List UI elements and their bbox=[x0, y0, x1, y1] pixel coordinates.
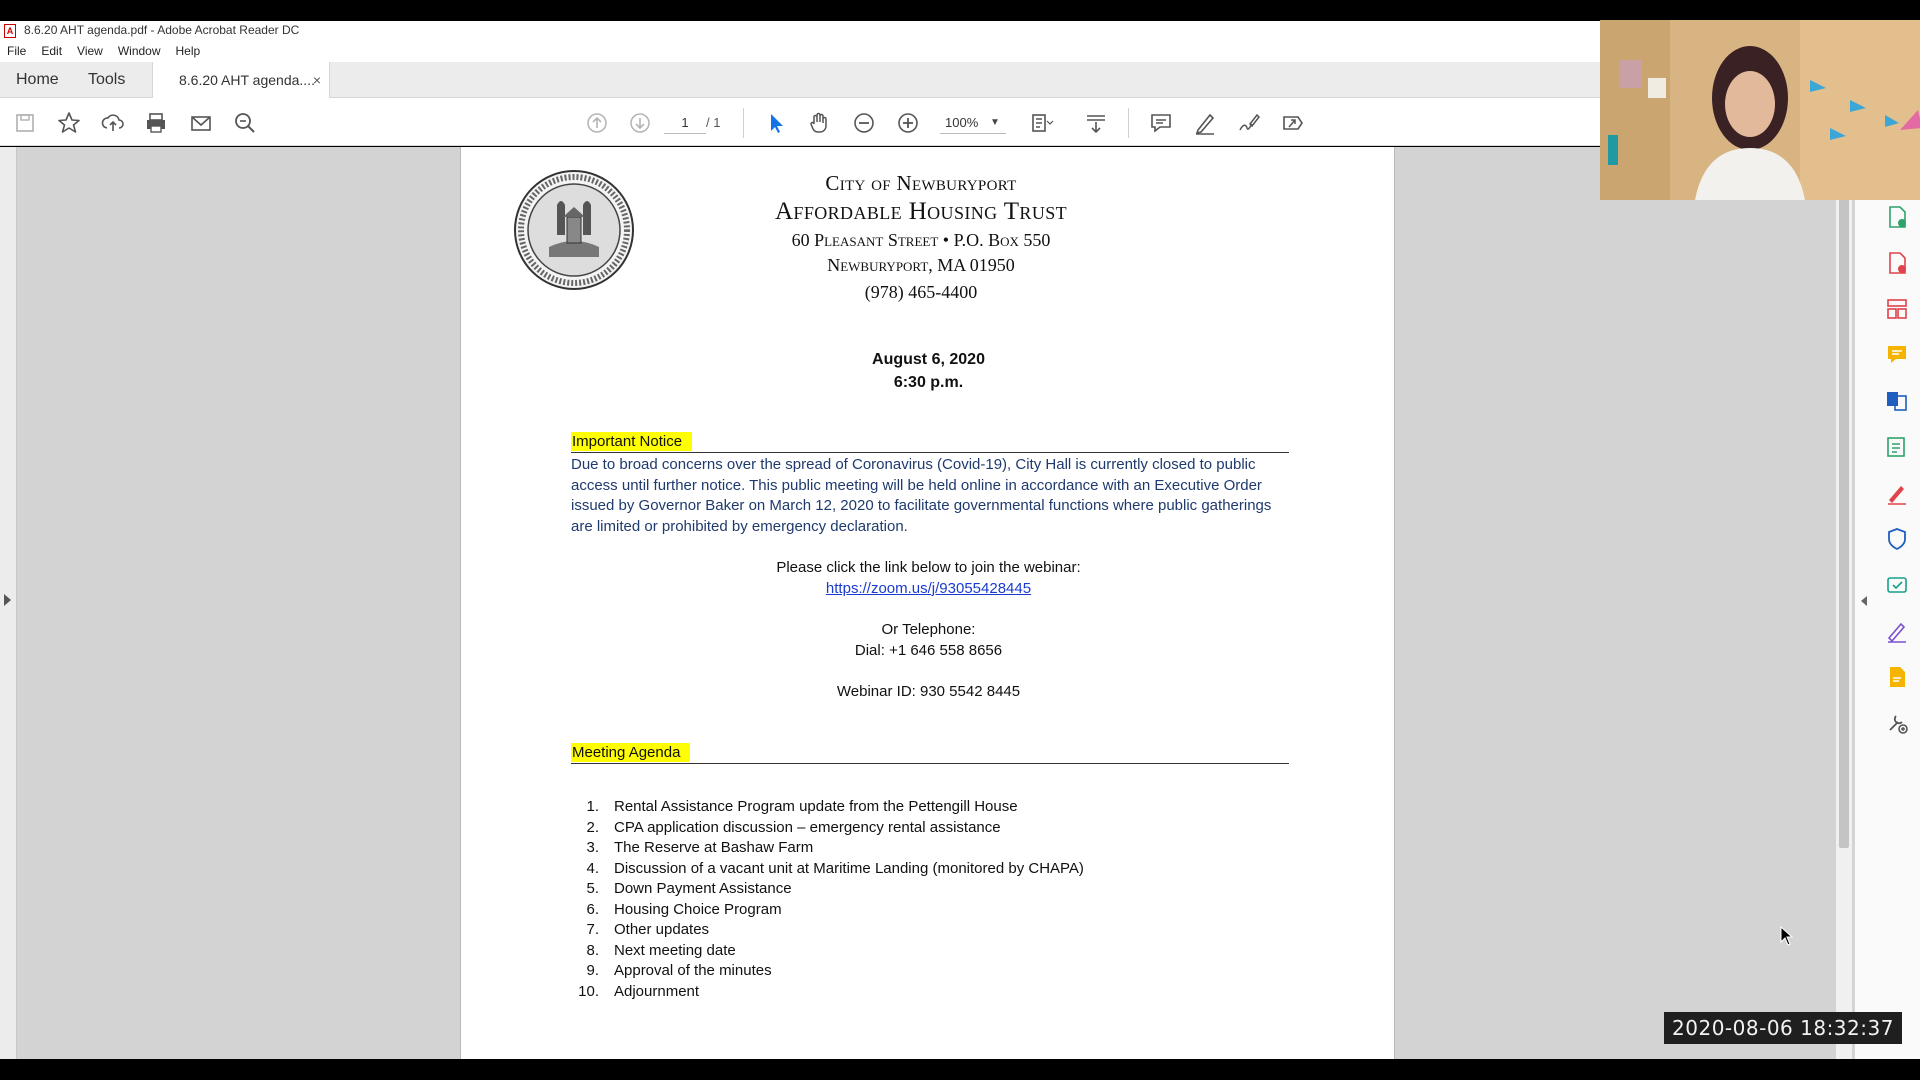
agenda-item bbox=[571, 879, 1291, 900]
menu-help[interactable]: Help bbox=[175, 44, 201, 58]
agenda-item-text: Rental Assistance Program update from the Pettengill House bbox=[614, 798, 1018, 815]
agenda-heading-label: Meeting Agenda bbox=[571, 743, 690, 762]
protect-icon[interactable] bbox=[1884, 526, 1910, 552]
tab-document-label: 8.6.20 AHT agenda.... bbox=[179, 72, 315, 88]
webinar-id: Webinar ID: 930 5542 8445 bbox=[836, 683, 1021, 700]
city-seal-logo bbox=[513, 169, 635, 291]
window-title: 8.6.20 AHT agenda.pdf - Adobe Acrobat Reader DC bbox=[24, 23, 300, 37]
export-file-icon[interactable] bbox=[1884, 664, 1910, 690]
comment-icon[interactable] bbox=[1148, 110, 1174, 136]
toolbar-separator bbox=[743, 108, 744, 138]
agenda-item-number: 6. bbox=[586, 900, 599, 918]
agenda-item bbox=[571, 982, 1291, 1003]
notice-heading-label: Important Notice bbox=[571, 432, 692, 451]
prev-page-icon[interactable] bbox=[584, 110, 610, 136]
more-tools-icon[interactable] bbox=[1884, 710, 1910, 736]
collapse-right-pane-icon[interactable] bbox=[1861, 596, 1867, 606]
tab-home[interactable]: Home bbox=[16, 71, 59, 88]
agenda-item-text: Next meeting date bbox=[614, 941, 736, 959]
webinar-link[interactable]: https://zoom.us/j/93055428445 bbox=[825, 579, 1032, 597]
letterhead-address: 60 Pleasant Street • P.O. Box 550 bbox=[791, 230, 1051, 250]
meeting-date: August 6, 2020 bbox=[872, 351, 985, 368]
tab-bar bbox=[0, 62, 1600, 98]
letterhead-phone: (978) 465-4400 bbox=[864, 282, 978, 302]
pdf-page bbox=[460, 147, 1395, 1059]
telephone-label: Or Telephone: bbox=[881, 621, 976, 638]
select-cursor-icon[interactable] bbox=[762, 110, 788, 136]
agenda-item bbox=[571, 920, 1291, 941]
agenda-item-text: The Reserve at Bashaw Farm bbox=[614, 839, 814, 856]
agenda-item-number: 10. bbox=[578, 982, 599, 1000]
agenda-item-number: 3. bbox=[586, 839, 599, 856]
agenda-item bbox=[571, 818, 1291, 839]
agenda-item bbox=[571, 900, 1291, 921]
agenda-item bbox=[571, 859, 1291, 880]
meeting-datetime bbox=[461, 348, 1396, 394]
toolbar bbox=[0, 98, 1600, 146]
menu-file[interactable]: File bbox=[7, 44, 27, 58]
agenda-item bbox=[571, 797, 1291, 818]
menu-window[interactable]: Window bbox=[117, 44, 161, 58]
share-icon[interactable] bbox=[1280, 110, 1306, 136]
organize-pages-icon[interactable] bbox=[1884, 296, 1910, 322]
webinar-block bbox=[461, 558, 1396, 599]
expand-left-pane-icon[interactable] bbox=[4, 594, 11, 606]
save-icon[interactable] bbox=[12, 110, 38, 136]
agenda-item-number: 1. bbox=[586, 798, 599, 815]
agenda-item-text: Approval of the minutes bbox=[614, 962, 772, 979]
edit-pdf-icon[interactable] bbox=[1884, 434, 1910, 460]
agenda-item-text: Housing Choice Program bbox=[614, 900, 782, 918]
combine-files-icon[interactable] bbox=[1884, 388, 1910, 414]
scrollbar-thumb[interactable] bbox=[1839, 198, 1849, 848]
request-signature-icon[interactable] bbox=[1884, 618, 1910, 644]
letterhead bbox=[721, 171, 1121, 303]
window-title-bar bbox=[0, 21, 1600, 40]
agenda-item-text: Other updates bbox=[614, 921, 710, 938]
toolbar-separator bbox=[1128, 108, 1129, 138]
meeting-time: 6:30 p.m. bbox=[893, 374, 964, 391]
telephone-block bbox=[461, 620, 1396, 661]
search-zoom-icon[interactable] bbox=[232, 110, 258, 136]
letterhead-organization: Affordable Housing Trust bbox=[774, 198, 1068, 225]
notice-heading bbox=[571, 433, 1289, 453]
zoom-level-select[interactable]: 100% bbox=[940, 112, 1006, 134]
export-pdf-icon[interactable] bbox=[1884, 250, 1910, 276]
upload-cloud-icon[interactable] bbox=[100, 110, 126, 136]
agenda-item-number: 5. bbox=[586, 880, 599, 897]
webcam-video-feed bbox=[1600, 20, 1920, 200]
agenda-item-text: CPA application discussion – emergency rental assistance bbox=[614, 818, 1001, 836]
zoom-in-icon[interactable] bbox=[895, 110, 921, 136]
print-icon[interactable] bbox=[143, 110, 169, 136]
agenda-item bbox=[571, 941, 1291, 962]
agenda-item-number: 4. bbox=[586, 859, 599, 877]
tab-document[interactable] bbox=[152, 62, 330, 99]
chevron-down-icon[interactable]: ▼ bbox=[990, 117, 1000, 128]
webinar-prompt: Please click the link below to join the webinar: bbox=[776, 559, 1081, 576]
agenda-heading bbox=[571, 744, 1289, 764]
page-fit-icon[interactable] bbox=[1028, 110, 1054, 136]
create-pdf-icon[interactable] bbox=[1884, 204, 1910, 230]
agenda-list bbox=[571, 797, 1291, 1002]
dial-number: Dial: +1 646 558 8656 bbox=[854, 641, 1003, 659]
agenda-item bbox=[571, 838, 1291, 859]
agenda-item-number: 2. bbox=[586, 818, 599, 836]
agenda-item bbox=[571, 961, 1291, 982]
agenda-item-text: Discussion of a vacant unit at Maritime Landing (monitored by CHAPA) bbox=[614, 859, 1084, 877]
menu-bar bbox=[0, 40, 1600, 62]
close-tab-icon[interactable]: × bbox=[312, 72, 321, 88]
highlight-pen-icon[interactable] bbox=[1192, 110, 1218, 136]
page-number-input[interactable]: 1 bbox=[664, 112, 706, 134]
page-total: / 1 bbox=[706, 115, 721, 130]
next-page-icon[interactable] bbox=[627, 110, 653, 136]
agenda-item-number: 8. bbox=[586, 941, 599, 959]
menu-view[interactable]: View bbox=[77, 44, 103, 58]
email-icon[interactable] bbox=[188, 110, 214, 136]
letterhead-city: City of Newburyport bbox=[825, 171, 1017, 195]
notice-text: Due to broad concerns over the spread of Coronavirus (Covid-19), City Hall is currently closed to public access until further notice. This public meeting will be held online in accordance with an Executive Order issued by Governor Baker on March 12, 2020 to facilitate governmental functions where public gatherings are limited or prohibited by emergency declaration. bbox=[571, 456, 1272, 535]
agenda-item-text: Adjournment bbox=[614, 982, 700, 1000]
agenda-item-number: 7. bbox=[586, 921, 599, 938]
hand-pan-icon[interactable] bbox=[806, 110, 832, 136]
zoom-out-icon[interactable] bbox=[851, 110, 877, 136]
tab-tools[interactable]: Tools bbox=[88, 71, 126, 88]
bookmark-star-icon[interactable] bbox=[56, 110, 82, 136]
sign-icon[interactable] bbox=[1236, 110, 1262, 136]
agenda-item-number: 9. bbox=[586, 962, 599, 979]
letterhead-city-state: Newburyport, MA 01950 bbox=[827, 255, 1015, 275]
recording-timestamp: 2020-08-06 18:32:37 bbox=[1664, 1012, 1902, 1044]
scroll-mode-icon[interactable] bbox=[1083, 110, 1109, 136]
send-for-review-icon[interactable] bbox=[1884, 572, 1910, 598]
menu-edit[interactable]: Edit bbox=[41, 44, 63, 58]
acrobat-app-icon: A bbox=[4, 24, 16, 38]
fill-sign-icon[interactable] bbox=[1884, 480, 1910, 506]
mouse-cursor-icon bbox=[1780, 926, 1794, 951]
agenda-item-text: Down Payment Assistance bbox=[614, 880, 792, 897]
comment-tool-icon[interactable] bbox=[1884, 342, 1910, 368]
